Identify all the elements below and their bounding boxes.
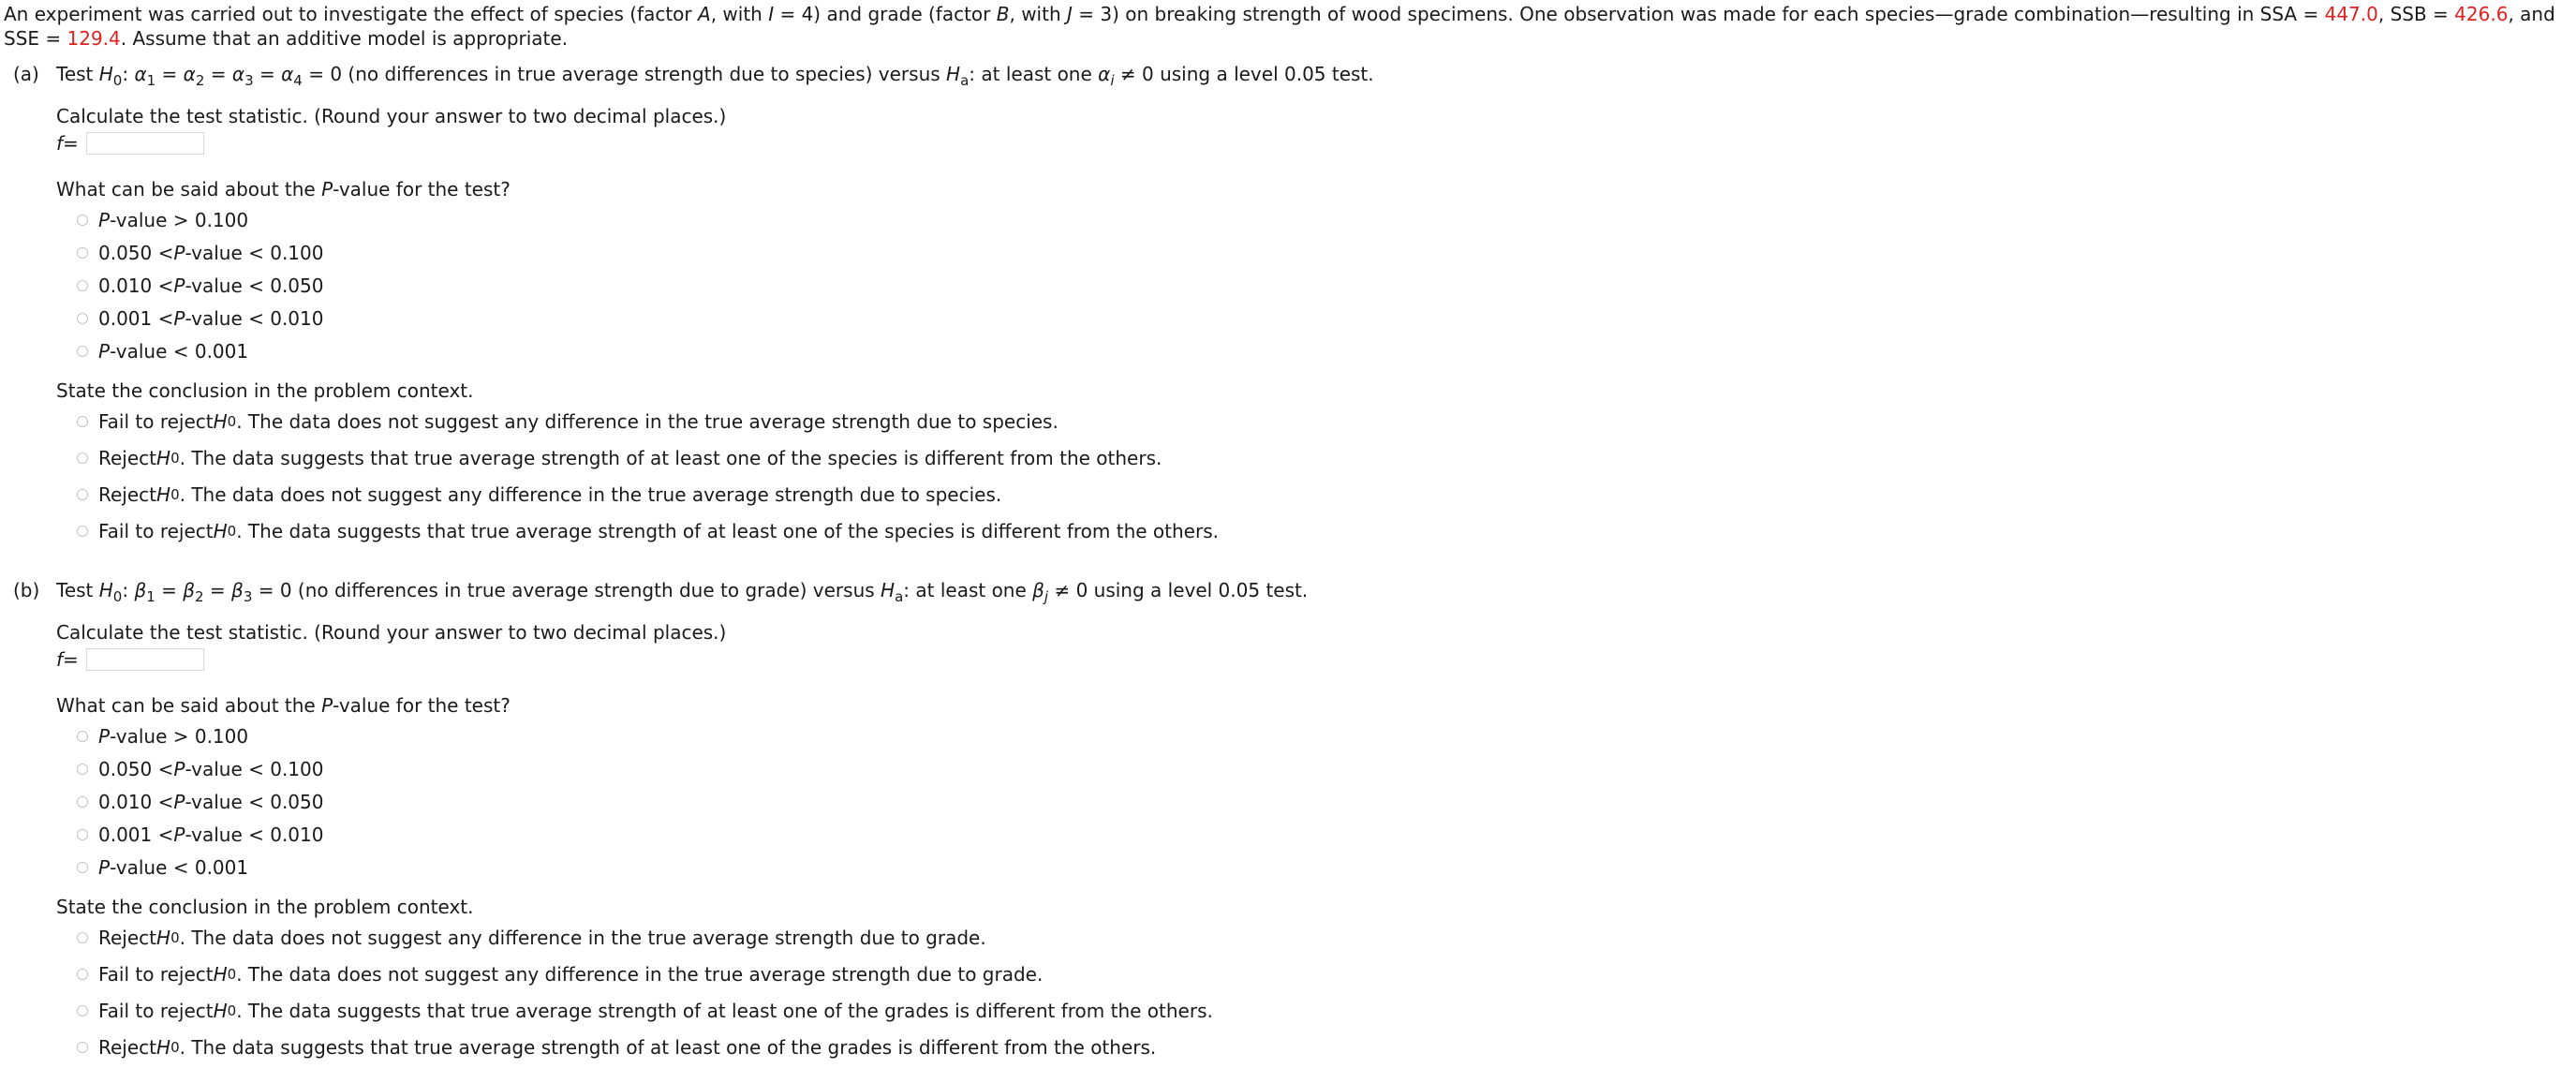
sse-value: 129.4 — [67, 27, 121, 50]
part-a-conclusion-option-2[interactable]: Reject H 0 . The data suggests that true average strength of at least one of the species is different from the others. — [77, 447, 1162, 469]
part-b-pvalue-option-2[interactable]: 0.050 < P -value < 0.100 — [77, 758, 323, 780]
part-b-conclusion-option-4[interactable]: Reject H 0 . The data suggests that true average strength of at least one of the grades is different from the others. — [77, 1036, 1156, 1059]
problem-statement: An experiment was carried out to investigate the effect of species (factor A, with I = 4) and grade (factor B, with J = 3) on breaking strength of wood specimens. One observation was made for each species—grade combination—resulting in SSA = 447.0, SSB = 426.6, and SSE = 129.4. Assume that an additive model is appropriate. — [4, 3, 2555, 50]
part-a-pvalue-option-3[interactable]: 0.010 < P -value < 0.050 — [77, 274, 323, 297]
radio-button[interactable] — [77, 969, 88, 980]
part-b-f-row: f = — [56, 648, 204, 671]
part-a-label: (a) — [13, 63, 39, 85]
radio-button[interactable] — [77, 526, 88, 537]
part-a-pvalue-option-4[interactable]: 0.001 < P -value < 0.010 — [77, 307, 323, 330]
part-a-conclusion-option-4[interactable]: Fail to reject H 0 . The data suggests that true average strength of at least one of the species is different from the others. — [77, 520, 1219, 542]
part-b-conclusion-option-2[interactable]: Fail to reject H 0 . The data does not suggest any difference in the true average strength due to grade. — [77, 963, 1043, 986]
part-b-calc-instruction: Calculate the test statistic. (Round your answer to two decimal places.) — [56, 621, 727, 644]
radio-button[interactable] — [77, 932, 88, 943]
radio-button[interactable] — [77, 416, 88, 427]
f-label: f — [56, 132, 64, 155]
ssb-value: 426.6 — [2454, 3, 2509, 25]
part-a-pvalue-question: What can be said about the P-value for the test? — [56, 178, 511, 200]
radio-button[interactable] — [77, 764, 88, 775]
part-b-pvalue-option-3[interactable]: 0.010 < P -value < 0.050 — [77, 791, 323, 813]
part-a-conclusion-question: State the conclusion in the problem context. — [56, 379, 474, 402]
part-b-hypothesis: Test $H_0$: $\beta_1 = \beta_2 = \beta_3 = 0$ (no differences in true average strength due to grade) versus $H_a$: at least one $\beta_j \ne 0$ using a level 0.05 test. — [56, 579, 1309, 605]
part-b-pvalue-question: What can be said about the P-value for the test? — [56, 694, 511, 717]
part-a-hypothesis: Test $H_0$: $\alpha_1 = \alpha_2 = \alpha_3 = \alpha_4 = 0$ (no differences in true average strength due to species) versus $H_a$: at least one $\alpha_i \ne 0$ using a level 0.05 test. — [56, 63, 1374, 89]
part-b-conclusion-option-1[interactable]: Reject H 0 . The data does not suggest any difference in the true average strength due to grade. — [77, 927, 986, 949]
part-a-pvalue-option-5[interactable]: P -value < 0.001 — [77, 340, 248, 363]
part-b-pvalue-option-1[interactable]: P -value > 0.100 — [77, 725, 248, 748]
radio-button[interactable] — [77, 731, 88, 742]
radio-button[interactable] — [77, 452, 88, 464]
radio-button[interactable] — [77, 1042, 88, 1053]
radio-button[interactable] — [77, 1005, 88, 1016]
radio-button[interactable] — [77, 346, 88, 357]
radio-button[interactable] — [77, 489, 88, 500]
radio-button[interactable] — [77, 313, 88, 324]
radio-button[interactable] — [77, 829, 88, 840]
radio-button[interactable] — [77, 862, 88, 873]
part-b-label: (b) — [13, 579, 40, 601]
f-label: f — [56, 648, 64, 671]
radio-button[interactable] — [77, 796, 88, 808]
radio-button[interactable] — [77, 215, 88, 226]
part-a-calc-instruction: Calculate the test statistic. (Round your answer to two decimal places.) — [56, 105, 727, 127]
part-b-conclusion-question: State the conclusion in the problem context. — [56, 896, 474, 918]
part-a-pvalue-option-1[interactable]: P -value > 0.100 — [77, 209, 248, 231]
part-b-f-input[interactable] — [86, 648, 204, 671]
part-a-conclusion-option-3[interactable]: Reject H 0 . The data does not suggest any difference in the true average strength due to species. — [77, 483, 1001, 506]
part-b-pvalue-option-4[interactable]: 0.001 < P -value < 0.010 — [77, 823, 323, 846]
radio-button[interactable] — [77, 280, 88, 291]
part-a-f-input[interactable] — [86, 132, 204, 155]
part-a-f-row: f = — [56, 132, 204, 155]
part-a-pvalue-option-2[interactable]: 0.050 < P -value < 0.100 — [77, 242, 323, 264]
ssa-value: 447.0 — [2324, 3, 2378, 25]
radio-button[interactable] — [77, 247, 88, 259]
part-a-conclusion-option-1[interactable]: Fail to reject H 0 . The data does not suggest any difference in the true average strength due to species. — [77, 410, 1059, 433]
part-b-conclusion-option-3[interactable]: Fail to reject H 0 . The data suggests that true average strength of at least one of the grades is different from the others. — [77, 1000, 1213, 1022]
part-b-pvalue-option-5[interactable]: P -value < 0.001 — [77, 856, 248, 879]
